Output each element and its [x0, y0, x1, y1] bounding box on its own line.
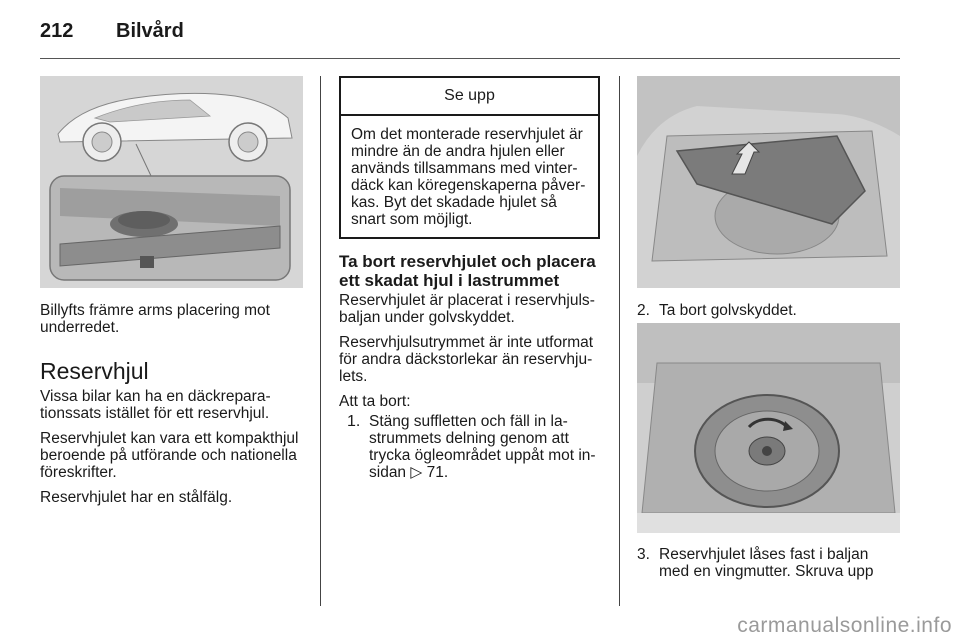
section-title: Bilvård: [116, 20, 184, 42]
column-divider-right: [619, 76, 620, 606]
caution-title: Se upp: [341, 78, 598, 116]
body-paragraph: Reservhjulet kan vara ett kompakthjul beroende på utförande och nationella föreskrifter.: [40, 430, 299, 481]
spare-wheel-drawing: [637, 323, 900, 533]
body-paragraph: Reservhjulsutrymmet är inte utformat för andra däckstorlekar än reservhjulets.: [339, 334, 594, 385]
spare-wheel-illustration: [637, 323, 900, 533]
watermark: carmanualsonline.info: [737, 614, 952, 637]
step-text: Stäng suffletten och fäll in lastrummets delning genom att trycka ögleområdet uppåt mot insidan: [369, 413, 596, 481]
figure-caption: Billyfts främre arms placering mot underredet.: [40, 302, 270, 336]
step-1: [339, 413, 607, 481]
step-text: Reservhjulet låses fast i baljan med en vingmutter. Skruva upp: [659, 546, 874, 580]
header-rule: [40, 58, 900, 59]
body-paragraph: Att ta bort:: [339, 393, 411, 410]
page-reference-icon: ▷: [410, 464, 423, 481]
step-text: Ta bort golvskyddet.: [659, 302, 797, 319]
step-2: [637, 302, 902, 319]
step-3: [637, 546, 902, 580]
body-paragraph: Reservhjulet har en stålfälg.: [40, 489, 233, 506]
middle-body: [339, 292, 607, 481]
car-lift-illustration: [40, 76, 303, 288]
page-header: [40, 20, 184, 43]
body-paragraph: Vissa bilar kan ha en däckreparationssats istället för ett reservhjul.: [40, 388, 271, 422]
step-number: 3.: [637, 546, 650, 563]
trunk-floor-cover-illustration: [637, 76, 900, 288]
section-heading: Reservhjul: [40, 358, 149, 384]
caution-box: [339, 76, 600, 239]
left-body: [40, 388, 308, 506]
trunk-floor-drawing: [637, 76, 900, 288]
column-divider-left: [320, 76, 321, 606]
step-number: 2.: [637, 302, 650, 319]
page-number: 212: [40, 20, 74, 42]
caution-text: Om det monterade reservhjulet är mindre än de andra hjulen eller används tillsammans med vinterdäck kan köregenskaperna påverkas. Byt det skadade hjulet så snart som möjligt.: [351, 126, 586, 228]
page-reference-link[interactable]: 71.: [426, 464, 449, 481]
body-paragraph: Reservhjulet är placerat i reservhjulsbaljan under golvskyddet.: [339, 292, 595, 326]
car-lift-drawing: [40, 76, 303, 288]
subsection-heading: Ta bort reservhjulet och placera ett skadat hjul i lastrummet: [339, 252, 596, 290]
step-number: 1.: [347, 413, 361, 430]
